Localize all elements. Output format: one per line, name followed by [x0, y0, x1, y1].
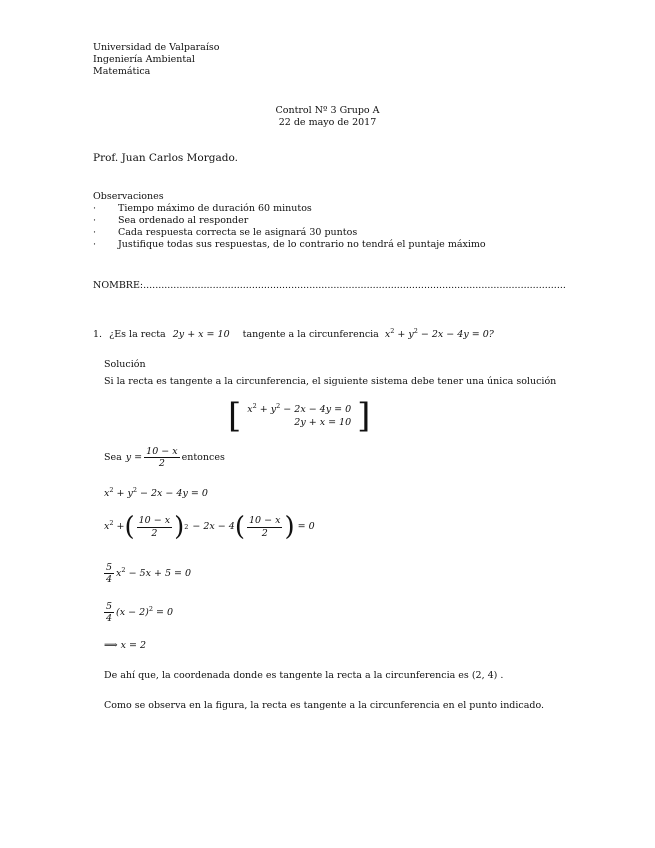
exam-title-line: Control Nº 3 Grupo A: [275, 105, 380, 116]
question-number: 1.: [93, 329, 103, 340]
question-1: [93, 329, 494, 341]
observations-heading: Observaciones: [93, 191, 164, 202]
exam-title: [200, 105, 455, 129]
substitution-fraction: $\frac{10 - x}{2}$: [146, 446, 178, 470]
observation-item: · Justifique todas sus respuestas, de lo contrario no tendrá el puntaje máximo: [93, 238, 486, 250]
name-blank-line[interactable]: ............................................................................................................................................: [143, 280, 566, 291]
program-name: Ingeniería Ambiental: [93, 53, 195, 65]
substitution-line: [104, 446, 225, 470]
step-2-equation: $x^2$ + ( $\frac{10 - x}{2}$ ) 2 − 2x − 4 ( $\frac{10 - x}{2}$ ) = 0: [104, 512, 315, 542]
exam-date: 22 de mayo de 2017: [278, 116, 377, 128]
step-4-equation: $\frac{5}{4}$ $(x - 2)^2 = 0$: [106, 601, 174, 625]
right-bracket: ]: [357, 396, 371, 436]
line-equation: 2y + x = 10: [172, 329, 230, 340]
step-3-equation: $\frac{5}{4}$ $x^2 - 5x + 5 = 0$: [106, 562, 192, 586]
figure-note: Como se observa en la figura, la recta es tangente a la circunferencia en el punto indicado.: [104, 700, 545, 711]
step-1-equation: $x^2 + y^2 - 2x - 4y = 0$: [104, 486, 208, 499]
question-text-a: ¿Es la recta: [109, 329, 166, 340]
observations-section: [93, 191, 486, 250]
system-row-2: 2y + x = 10: [294, 417, 352, 428]
y-equals: y =: [125, 451, 143, 463]
sea-label: Sea: [104, 451, 122, 463]
solution-heading: Solución: [104, 359, 146, 370]
left-bracket: [: [228, 396, 242, 436]
subject-name: Matemática: [93, 65, 151, 77]
observation-item: · Cada respuesta correcta se le asignará 30 puntos: [93, 226, 358, 238]
observation-item: · Tiempo máximo de duración 60 minutos: [93, 202, 312, 214]
university-header: [93, 42, 219, 78]
observation-item: · Sea ordenado al responder: [93, 214, 249, 226]
step-5-result: ⟹ x = 2: [104, 640, 147, 651]
solution-intro: Si la recta es tangente a la circunferencia, el siguiente sistema debe tener una única solución: [104, 376, 557, 387]
equation-system: [228, 396, 371, 436]
name-label: NOMBRE:: [93, 280, 144, 291]
conclusion-text: De ahí que, la coordenada donde es tangente la recta a la circunferencia es (2, 4) .: [104, 670, 504, 681]
circle-equation: $x^2 + y^2 - 2x - 4y = 0$?: [384, 327, 494, 340]
name-field[interactable]: [93, 280, 566, 292]
entonces-label: entonces: [181, 451, 225, 463]
question-text-b: tangente a la circunferencia: [242, 329, 379, 340]
system-row-1: $x^2 + y^2 - 2x - 4y = 0$: [247, 401, 352, 415]
university-name: Universidad de Valparaíso: [93, 42, 220, 53]
professor-name: Prof. Juan Carlos Morgado.: [93, 152, 238, 164]
